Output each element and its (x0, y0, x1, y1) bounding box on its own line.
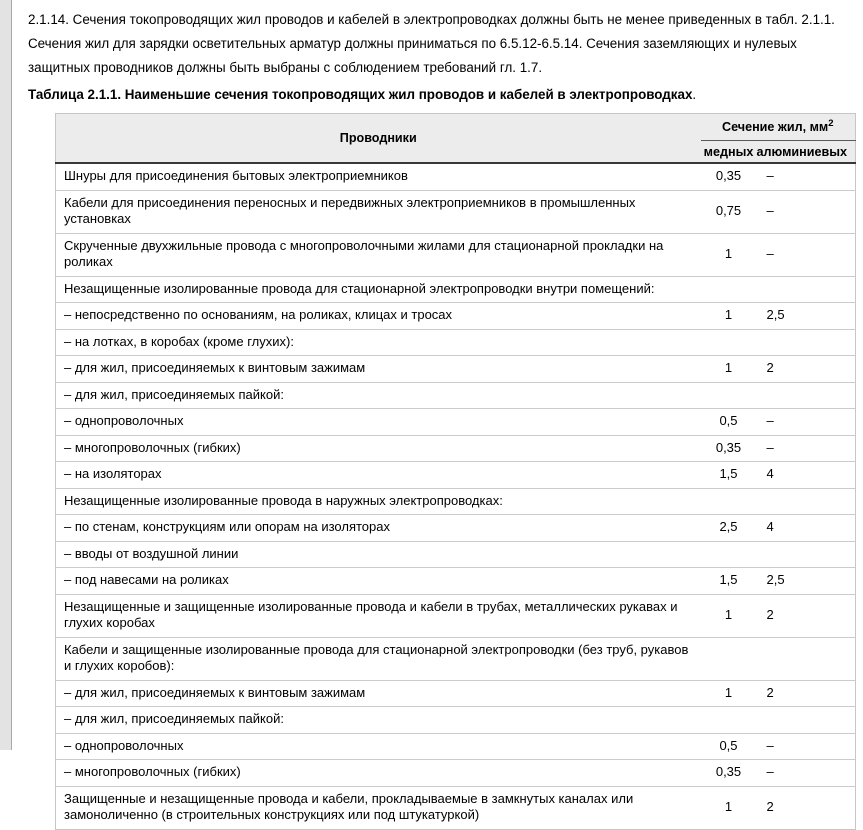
table-row (56, 190, 856, 233)
table-title-period: . (692, 87, 697, 102)
cell-aluminum-value (757, 382, 856, 409)
cell-copper-value: 1,5 (701, 568, 757, 595)
cell-aluminum-value (757, 541, 856, 568)
table-row (56, 435, 856, 462)
table-row (56, 276, 856, 303)
cell-copper-value (701, 488, 757, 515)
cell-copper-value: 0,35 (701, 760, 757, 787)
cell-conductor: – на лотках, в коробах (кроме глухих): (56, 329, 701, 356)
cell-conductor: – непосредственно по основаниям, на роликах, клицах и тросах (56, 303, 701, 330)
cell-copper-value: 1 (701, 786, 757, 829)
cell-copper-value (701, 382, 757, 409)
conductor-sections-table (55, 113, 856, 830)
cell-conductor: Шнуры для присоединения бытовых электроприемников (56, 163, 701, 190)
cell-aluminum-value: – (757, 190, 856, 233)
column-header-conductors: Проводники (56, 114, 701, 164)
cell-copper-value: 0,35 (701, 163, 757, 190)
cell-aluminum-value: – (757, 760, 856, 787)
cell-copper-value: 0,5 (701, 409, 757, 436)
cell-aluminum-value: – (757, 733, 856, 760)
cell-conductor: – под навесами на роликах (56, 568, 701, 595)
cell-copper-value: 1 (701, 680, 757, 707)
cell-aluminum-value: 2 (757, 594, 856, 637)
table-row (56, 680, 856, 707)
cell-aluminum-value: – (757, 233, 856, 276)
cell-copper-value: 1 (701, 303, 757, 330)
cell-conductor: – однопроволочных (56, 409, 701, 436)
table-row (56, 733, 856, 760)
cell-copper-value: 1,5 (701, 462, 757, 489)
cell-copper-value (701, 276, 757, 303)
column-group-header-section (701, 114, 856, 141)
table-row (56, 356, 856, 383)
table-body (56, 163, 856, 829)
column-group-header-superscript: 2 (828, 117, 834, 129)
table-row (56, 462, 856, 489)
table-row (56, 515, 856, 542)
cell-conductor: Кабели и защищенные изолированные провода для стационарной электропроводки (без труб, рукавов и глухих коробов): (56, 637, 701, 680)
cell-copper-value: 1 (701, 356, 757, 383)
intro-paragraph (28, 8, 863, 80)
cell-copper-value: 0,75 (701, 190, 757, 233)
table-row (56, 541, 856, 568)
table-row (56, 760, 856, 787)
cell-conductor: – для жил, присоединяемых к винтовым зажимам (56, 356, 701, 383)
table-row (56, 786, 856, 829)
table-row (56, 303, 856, 330)
table-row (56, 637, 856, 680)
cell-conductor: Незащищенные изолированные провода для стационарной электропроводки внутри помещений: (56, 276, 701, 303)
cell-aluminum-value: 4 (757, 515, 856, 542)
column-header-copper: медных (701, 141, 757, 164)
table-row (56, 329, 856, 356)
cell-aluminum-value (757, 637, 856, 680)
cell-conductor: – по стенам, конструкциям или опорам на изоляторах (56, 515, 701, 542)
page-edge-strip (0, 0, 12, 750)
cell-conductor: – многопроволочных (гибких) (56, 760, 701, 787)
cell-conductor: – вводы от воздушной линии (56, 541, 701, 568)
table-header (56, 114, 856, 164)
document-content (13, 0, 863, 830)
cell-aluminum-value: – (757, 435, 856, 462)
cell-aluminum-value: 2,5 (757, 568, 856, 595)
cell-copper-value (701, 637, 757, 680)
cell-conductor: Незащищенные изолированные провода в наружных электропроводках: (56, 488, 701, 515)
cell-aluminum-value: 2 (757, 786, 856, 829)
cell-aluminum-value: 2 (757, 356, 856, 383)
cell-conductor: Скрученные двухжильные провода с многопроволочными жилами для стационарной прокладки на роликах (56, 233, 701, 276)
intro-line-2: Сечения жил для зарядки осветительных арматур должны приниматься по 6.5.12-6.5.14. Сечения заземляющих и нулевых (28, 36, 797, 51)
table-row (56, 594, 856, 637)
cell-aluminum-value (757, 488, 856, 515)
cell-aluminum-value: 2 (757, 680, 856, 707)
cell-copper-value: 2,5 (701, 515, 757, 542)
column-group-header-label: Сечение жил, мм (721, 120, 829, 134)
cell-conductor: – для жил, присоединяемых пайкой: (56, 382, 701, 409)
cell-aluminum-value (757, 707, 856, 734)
intro-line-1: 2.1.14. Сечения токопроводящих жил проводов и кабелей в электропроводках должны быть не менее приведенных в табл. 2.1.1. (28, 12, 835, 27)
cell-conductor: – для жил, присоединяемых к винтовым зажимам (56, 680, 701, 707)
table-row (56, 233, 856, 276)
cell-copper-value (701, 541, 757, 568)
intro-line-3: защитных проводников должны быть выбраны с соблюдением требований гл. 1.7. (28, 60, 543, 75)
cell-copper-value (701, 707, 757, 734)
cell-conductor: Незащищенные и защищенные изолированные провода и кабели в трубах, металлических рукавах и глухих коробах (56, 594, 701, 637)
cell-aluminum-value (757, 276, 856, 303)
cell-conductor: – для жил, присоединяемых пайкой: (56, 707, 701, 734)
cell-conductor: Кабели для присоединения переносных и передвижных электроприемников в промышленных установках (56, 190, 701, 233)
cell-conductor: Защищенные и незащищенные провода и кабели, прокладываемые в замкнутых каналах или замоноличенно (в строительных конструкциях или под штукатуркой) (56, 786, 701, 829)
table-title-text: Таблица 2.1.1. Наименьшие сечения токопроводящих жил проводов и кабелей в электропроводках (28, 87, 693, 102)
column-header-aluminum: алюминиевых (757, 141, 856, 164)
table-title (28, 86, 863, 104)
cell-copper-value: 1 (701, 594, 757, 637)
cell-aluminum-value: 2,5 (757, 303, 856, 330)
cell-conductor: – многопроволочных (гибких) (56, 435, 701, 462)
cell-conductor: – однопроволочных (56, 733, 701, 760)
cell-copper-value (701, 329, 757, 356)
cell-copper-value: 1 (701, 233, 757, 276)
cell-conductor: – на изоляторах (56, 462, 701, 489)
table-row (56, 163, 856, 190)
table-row (56, 382, 856, 409)
cell-aluminum-value: – (757, 409, 856, 436)
table-row (56, 707, 856, 734)
cell-copper-value: 0,5 (701, 733, 757, 760)
cell-copper-value: 0,35 (701, 435, 757, 462)
table-row (56, 568, 856, 595)
table-row (56, 488, 856, 515)
cell-aluminum-value: – (757, 163, 856, 190)
cell-aluminum-value: 4 (757, 462, 856, 489)
cell-aluminum-value (757, 329, 856, 356)
table-row (56, 409, 856, 436)
